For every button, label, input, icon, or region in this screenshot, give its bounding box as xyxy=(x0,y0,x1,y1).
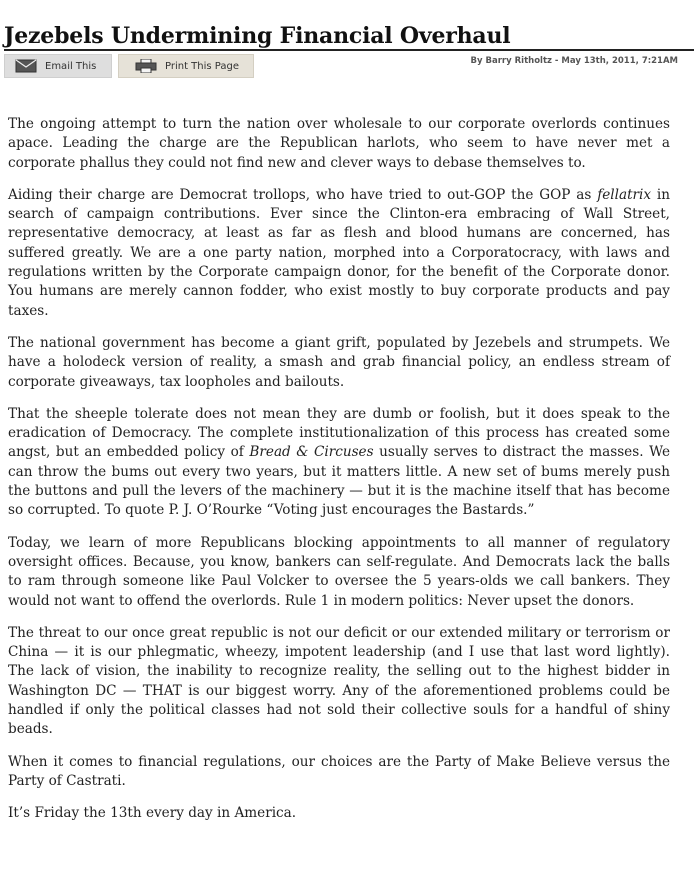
paragraph-text: The national government has become a giant grift, populated by Jezebels and strumpets. We have a holodeck version of reality, a smash and grab financial policy, an endless stream of corporate giveaways, tax loopholes and bailouts. xyxy=(8,334,670,390)
paragraph-text: usually serves to distract the masses. We can throw the bums out every two years, but it matters little. A new set of bums merely push the buttons and pull the levers of the machinery — but it is the machine itself that has become so corrupted. To quote P. J. O’Rourke “Voting just encourages the Bastards.” xyxy=(8,444,670,519)
article-paragraph xyxy=(8,405,670,521)
article-paragraph xyxy=(8,115,670,173)
article-paragraph xyxy=(8,534,670,611)
email-this-label: Email This xyxy=(45,60,97,72)
print-this-page-button[interactable] xyxy=(118,54,254,78)
paragraph-text: Aiding their charge are Democrat trollops, who have tried to out-GOP the GOP as xyxy=(8,186,598,203)
article-paragraph xyxy=(8,334,670,392)
article-body xyxy=(8,115,670,837)
paragraph-text: That the sheeple tolerate does not mean they are dumb or foolish, but it does speak to the eradication of Democracy. The complete institutionalization of this process has created some angst, but an embedded policy of xyxy=(8,405,670,461)
article-byline: By Barry Ritholtz - May 13th, 2011, 7:21AM xyxy=(470,56,678,66)
email-this-button[interactable] xyxy=(4,54,112,78)
article-paragraph xyxy=(8,186,670,321)
article-title: Jezebels Undermining Financial Overhaul xyxy=(4,23,511,49)
article-paragraph xyxy=(8,753,670,792)
print-this-page-label: Print This Page xyxy=(165,60,240,72)
article-paragraph xyxy=(8,804,670,823)
article-paragraph xyxy=(8,624,670,740)
envelope-icon xyxy=(15,59,37,73)
paragraph-text: The ongoing attempt to turn the nation over wholesale to our corporate overlords continues apace. Leading the charge are the Republican harlots, who seem to have never met a corporate phallus they could not find new and clever ways to debase themselves to. xyxy=(8,116,670,171)
paragraph-text: in search of campaign contributions. Ever since the Clinton-era embracing of Wall Street, representative democracy, at least as far as flesh and blood humans are concerned, has suffered greatly. We are a one party nation, morphed into a Corporatocracy, with laws and regulations written by the Corporate campaign donor, for the benefit of the Corporate donor. You humans are merely cannon fodder, who exist mostly to buy corporate products and pay taxes. xyxy=(8,186,670,319)
italic-phrase: fellatrix xyxy=(597,186,652,203)
article-header xyxy=(4,22,694,72)
paragraph-text: It’s Friday the 13th every day in America. xyxy=(8,805,297,822)
printer-icon xyxy=(135,59,157,73)
article-toolbar xyxy=(4,54,694,78)
paragraph-text: The threat to our once great republic is not our deficit or our extended military or terrorism or China — it is our phlegmatic, wheezy, impotent leadership (and I use that last word lightly). The lack of vision, the inability to recognize reality, the selling out to the highest bidder in Washington DC — THAT is our biggest worry. Any of the aforementioned problems could be handled if only the political classes had not sold their collective souls for a handful of shiny beads. xyxy=(8,624,670,738)
paragraph-text: When it comes to financial regulations, our choices are the Party of Make Believe versus the Party of Castrati. xyxy=(8,753,670,789)
paragraph-text: Today, we learn of more Republicans blocking appointments to all manner of regulatory oversight offices. Because, you know, bankers can self-regulate. And Democrats lack the balls to ram through someone like Paul Volcker to oversee the 5 years-olds we call bankers. They would not want to offend the overlords. Rule 1 in modern politics: Never upset the donors. xyxy=(8,534,670,609)
italic-phrase: Bread & Circuses xyxy=(249,444,374,461)
title-divider xyxy=(4,49,694,51)
